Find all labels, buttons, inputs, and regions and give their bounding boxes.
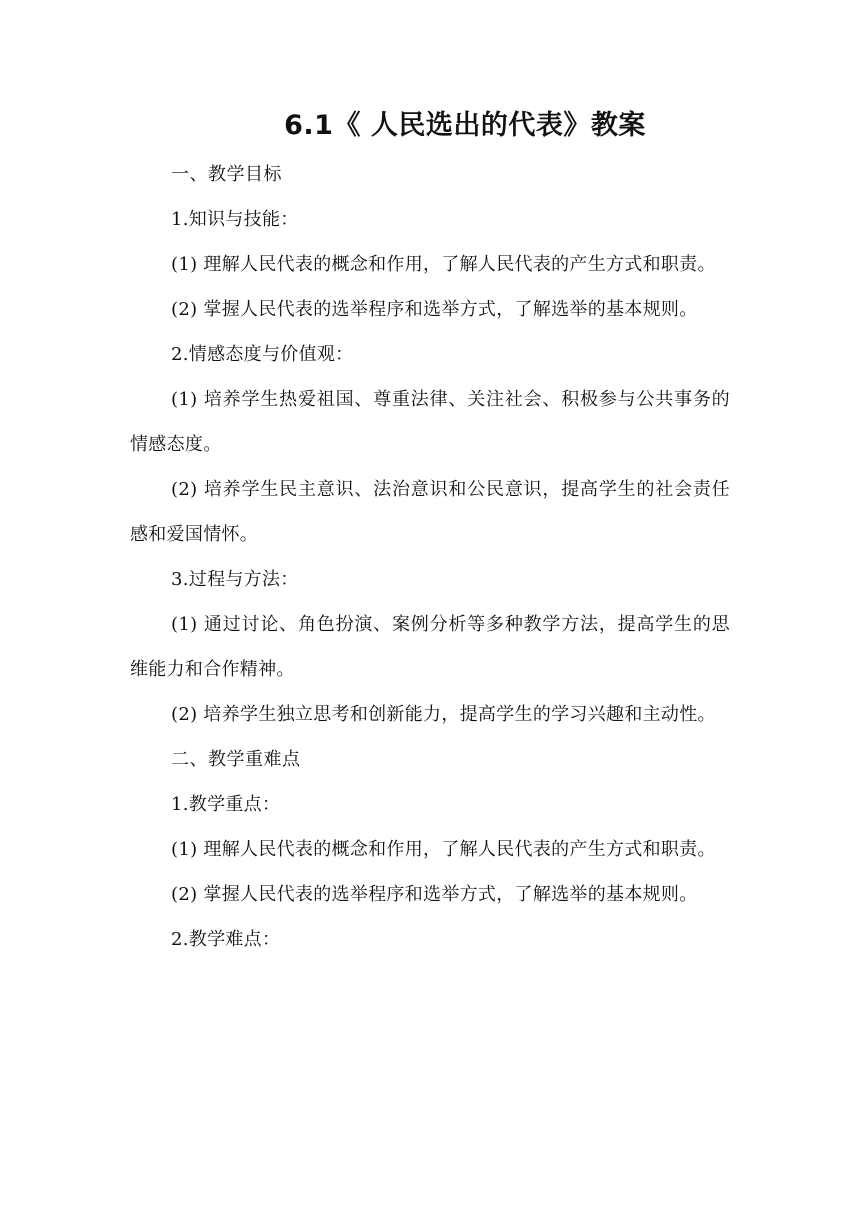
paragraph: (1) 理解人民代表的概念和作用，了解人民代表的产生方式和职责。 <box>171 254 716 275</box>
paragraph: (2) 培养学生独立思考和创新能力，提高学生的学习兴趣和主动性。 <box>171 704 716 725</box>
subheading-key-points: 1.教学重点： <box>171 794 281 815</box>
paragraph: (2) 掌握人民代表的选举程序和选举方式，了解选举的基本规则。 <box>171 299 698 320</box>
section-heading-objectives: 一、教学目标 <box>171 164 282 185</box>
subheading-knowledge-skills: 1.知识与技能： <box>171 209 299 230</box>
page-title: 6.1《 人民选出的代表》教案 <box>284 110 646 141</box>
paragraph: (1) 培养学生热爱祖国、尊重法律、关注社会、积极参与公共事务的情感态度。 <box>130 389 730 455</box>
paragraph: (2) 掌握人民代表的选举程序和选举方式，了解选举的基本规则。 <box>171 884 698 905</box>
document-body <box>130 152 730 962</box>
paragraph: (1) 理解人民代表的概念和作用，了解人民代表的产生方式和职责。 <box>171 839 716 860</box>
subheading-attitude-values: 2.情感态度与价值观： <box>171 344 354 365</box>
subheading-process-methods: 3.过程与方法： <box>171 569 299 590</box>
subheading-difficulties: 2.教学难点： <box>171 929 281 950</box>
paragraph: (2) 培养学生民主意识、法治意识和公民意识，提高学生的社会责任感和爱国情怀。 <box>130 479 730 545</box>
paragraph: (1) 通过讨论、角色扮演、案例分析等多种教学方法，提高学生的思维能力和合作精神。 <box>130 614 730 680</box>
section-heading-key-points: 二、教学重难点 <box>171 749 301 770</box>
